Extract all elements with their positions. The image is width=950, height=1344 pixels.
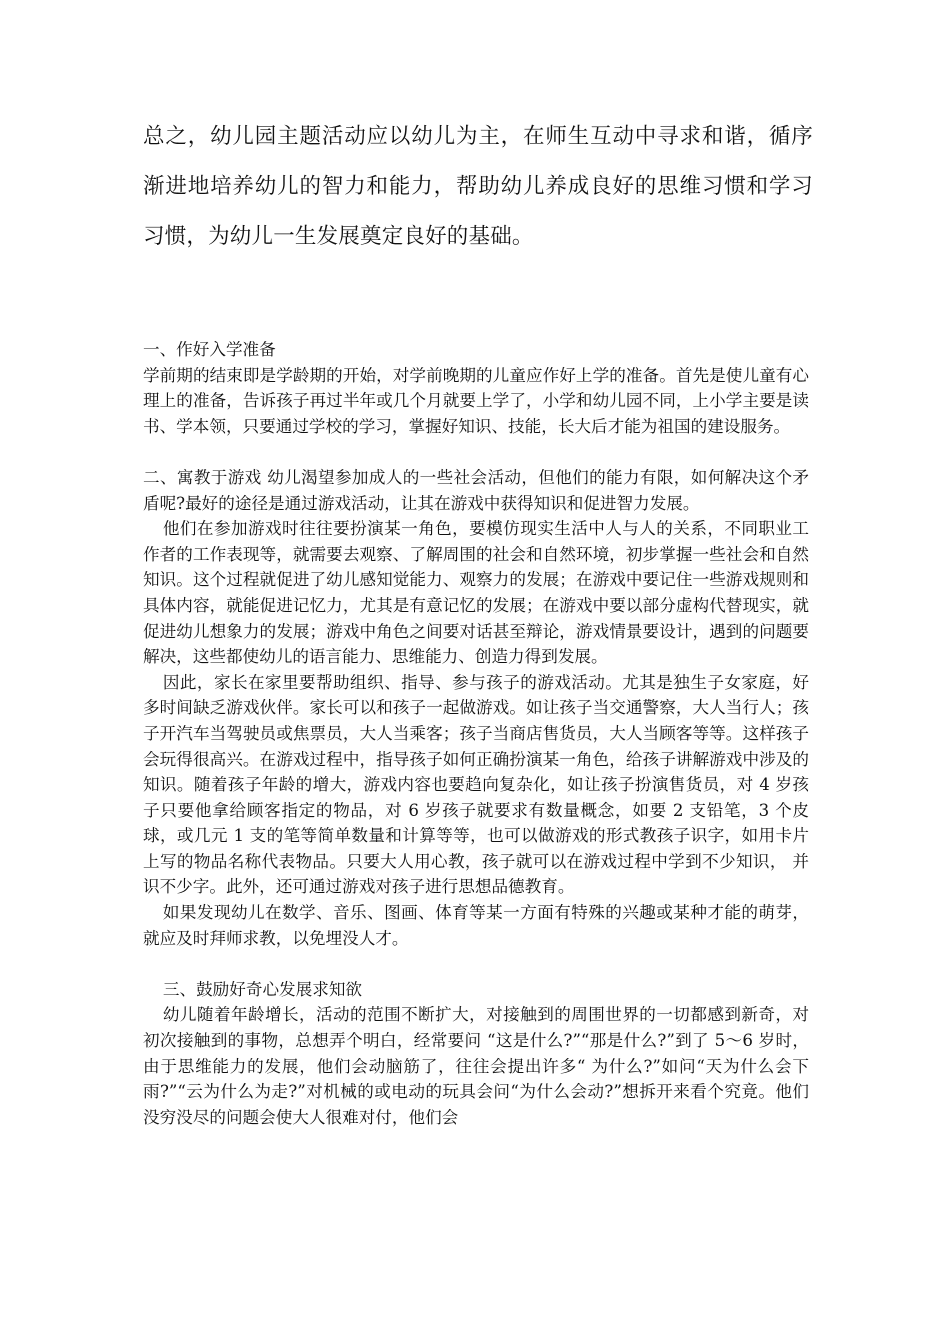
intro-block [143, 112, 813, 262]
paragraph-gap [143, 951, 809, 977]
section-3-heading: 三、鼓励好奇心发展求知欲 [162, 979, 363, 999]
section-1-heading: 一、作好入学准备 [143, 340, 276, 359]
section-2-paragraph-3: 如果发现幼儿在数学、音乐、图画、体育等某一方面有特殊的兴趣或某种才能的萌芽，就应及时拜师求教，以免埋没人才。 [143, 903, 809, 948]
section-2-paragraph-2: 因此，家长在家里要帮助组织、指导、参与孩子的游戏活动。尤其是独生子女家庭，好多时间缺乏游戏伙伴。家长可以和孩子一起做游戏。如让孩子当交通警察，大人当行人；孩子开汽车当驾驶员或焦票员，大人当乘客；孩子当商店售货员，大人当顾客等等。这样孩子会玩得很高兴。在游戏过程中，指导孩子如何正确扮演某一角色，给孩子讲解游戏中涉及的知识。随着孩子年龄的增大，游戏内容也要趋向复杂化，如让孩子扮演售货员，对 4 岁孩子只要他拿给顾客指定的物品，对 6 岁孩子就要求有数量概念，如要 2 支铅笔，3 个皮球，或几元 1 支的笔等简单数量和计算等等，也可以做游戏的形式教孩子识字，如用卡片上写的物品名称代表物品。只要大人用心教，孩子就可以在游戏过程中学到不少知识， 并识不少字。此外，还可通过游戏对孩子进行思想品德教育。 [143, 672, 809, 897]
section-2-heading-paragraph: 二、寓教于游戏 幼儿渴望参加成人的一些社会活动，但他们的能力有限，如何解决这个矛盾呢?最好的途径是通过游戏活动，让其在游戏中获得知识和促进智力发展。 [143, 467, 809, 513]
paragraph-gap [143, 439, 809, 465]
intro-paragraph: 总之，幼儿园主题活动应以幼儿为主，在师生互动中寻求和谐，循序渐进地培养幼儿的智力和能力，帮助幼儿养成良好的思维习惯和学习习惯，为幼儿一生发展奠定良好的基础。 [143, 124, 813, 249]
section-1-paragraph: 学前期的结束即是学龄期的开始，对学前晚期的儿童应作好上学的准备。首先是使儿童有心理上的准备，告诉孩子再过半年或几个月就要上学了，小学和幼儿园不同，上小学主要是读书、学本领，只要通过学校的学习，掌握好知识、技能，长大后才能为祖国的建设服务。 [143, 365, 809, 436]
article-body [143, 337, 809, 1130]
section-3-paragraph-1: 幼儿随着年龄增长，活动的范围不断扩大，对接触到的周围世界的一切都感到新奇，对初次接触到的事物，总想弄个明白，经常要问 “这是什么?”“那是什么?”到了 5～6 岁时，由于思维能力的发展，他们会动脑筋了，往往会提出许多“ 为什么?”如问“天为什么会下雨?”“云为什么为走?”对机械的或电动的玩具会问“为什么会动?”想拆开来看个究竟。他们没穷没尽的问题会使大人很难对付，他们会 [143, 1005, 809, 1127]
section-2-paragraph-1: 他们在参加游戏时往往要扮演某一角色，要模仿现实生活中人与人的关系，不同职业工作者的工作表现等，就需要去观察、了解周围的社会和自然环境，初步掌握一些社会和自然知识。这个过程就促进了幼儿感知觉能力、观察力的发展；在游戏中要记住一些游戏规则和具体内容，就能促进记忆力，尤其是有意记忆的发展；在游戏中要以部分虚构代替现实，就促进幼儿想象力的发展；游戏中角色之间要对话甚至辩论，游戏情景要设计，遇到的问题要解决，这些都使幼儿的语言能力、思维能力、创造力得到发展。 [143, 519, 809, 667]
